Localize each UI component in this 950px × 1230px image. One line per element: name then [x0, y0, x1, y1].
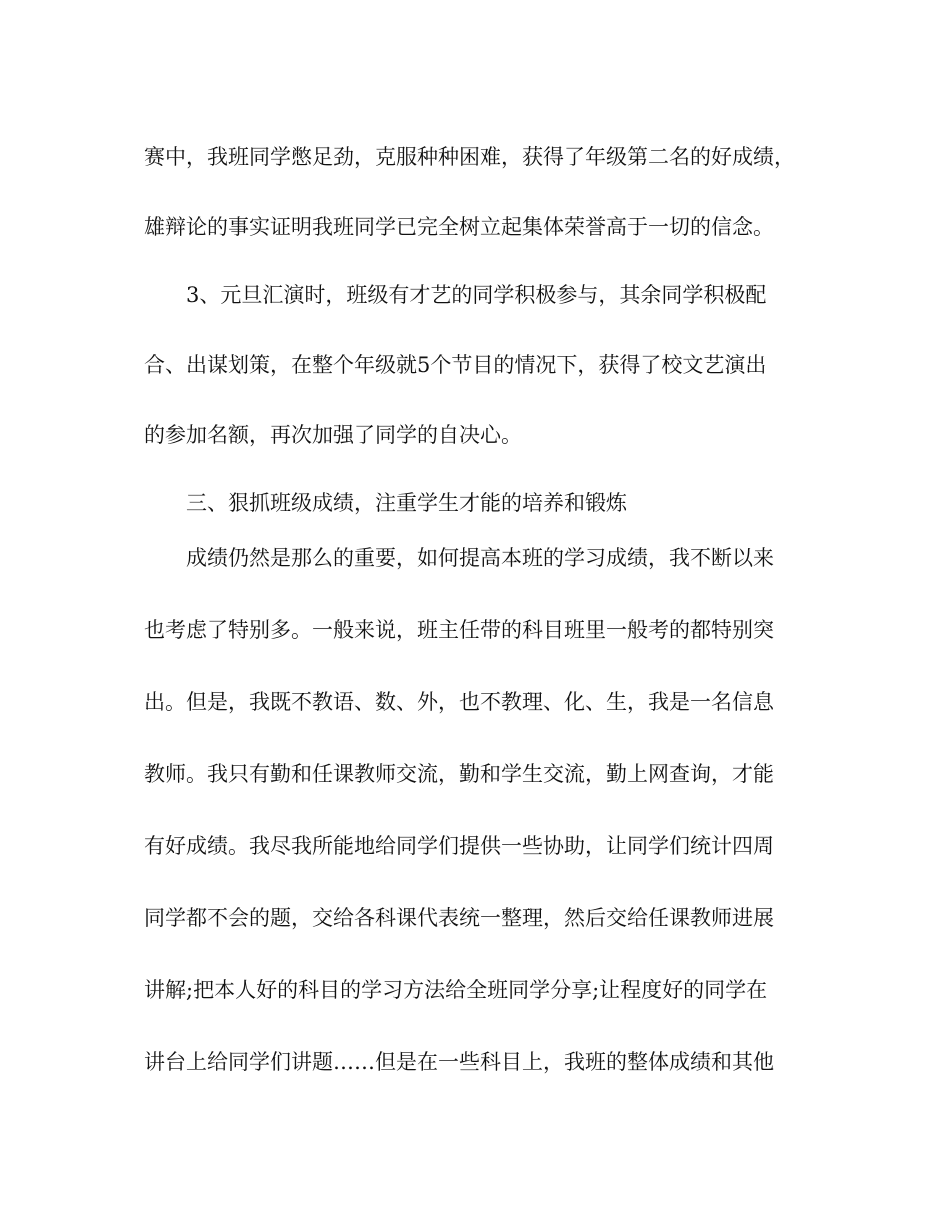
paragraph-line: 出。但是，我既不教语、数、外，也不教理、化、生，我是一名信息 [144, 690, 774, 714]
paragraph-line: 成绩仍然是那么的重要，如何提高本班的学习成绩，我不断以来 [186, 546, 774, 570]
paragraph-line: 讲解;把本人好的科目的学习方法给全班同学分享;让程度好的同学在 [144, 978, 768, 1002]
paragraph-line: 也考虑了特别多。一般来说，班主任带的科目班里一般考的都特别突 [144, 618, 774, 642]
section-heading: 三、狠抓班级成绩，注重学生才能的培养和锻炼 [186, 491, 627, 515]
paragraph-line: 雄辩论的事实证明我班同学已完全树立起集体荣誉高于一切的信念。 [144, 215, 774, 239]
paragraph-line: 合、出谋划策，在整个年级就5个节目的情况下，获得了校文艺演出 [144, 353, 767, 377]
paragraph-line: 的参加名额，再次加强了同学的自决心。 [144, 423, 522, 447]
paragraph-line: 3、元旦汇演时，班级有才艺的同学积极参与，其余同学积极配 [186, 283, 767, 307]
paragraph-line: 赛中，我班同学憋足劲，克服种种困难，获得了年级第二名的好成绩， [144, 145, 795, 169]
paragraph-line: 同学都不会的题，交给各科课代表统一整理，然后交给任课教师进展 [144, 906, 774, 930]
paragraph-line: 有好成绩。我尽我所能地给同学们提供一些协助，让同学们统计四周 [144, 834, 774, 858]
paragraph-line: 讲台上给同学们讲题……但是在一些科目上，我班的整体成绩和其他 [144, 1050, 774, 1074]
paragraph-line: 教师。我只有勤和任课教师交流，勤和学生交流，勤上网查询，才能 [144, 762, 774, 786]
